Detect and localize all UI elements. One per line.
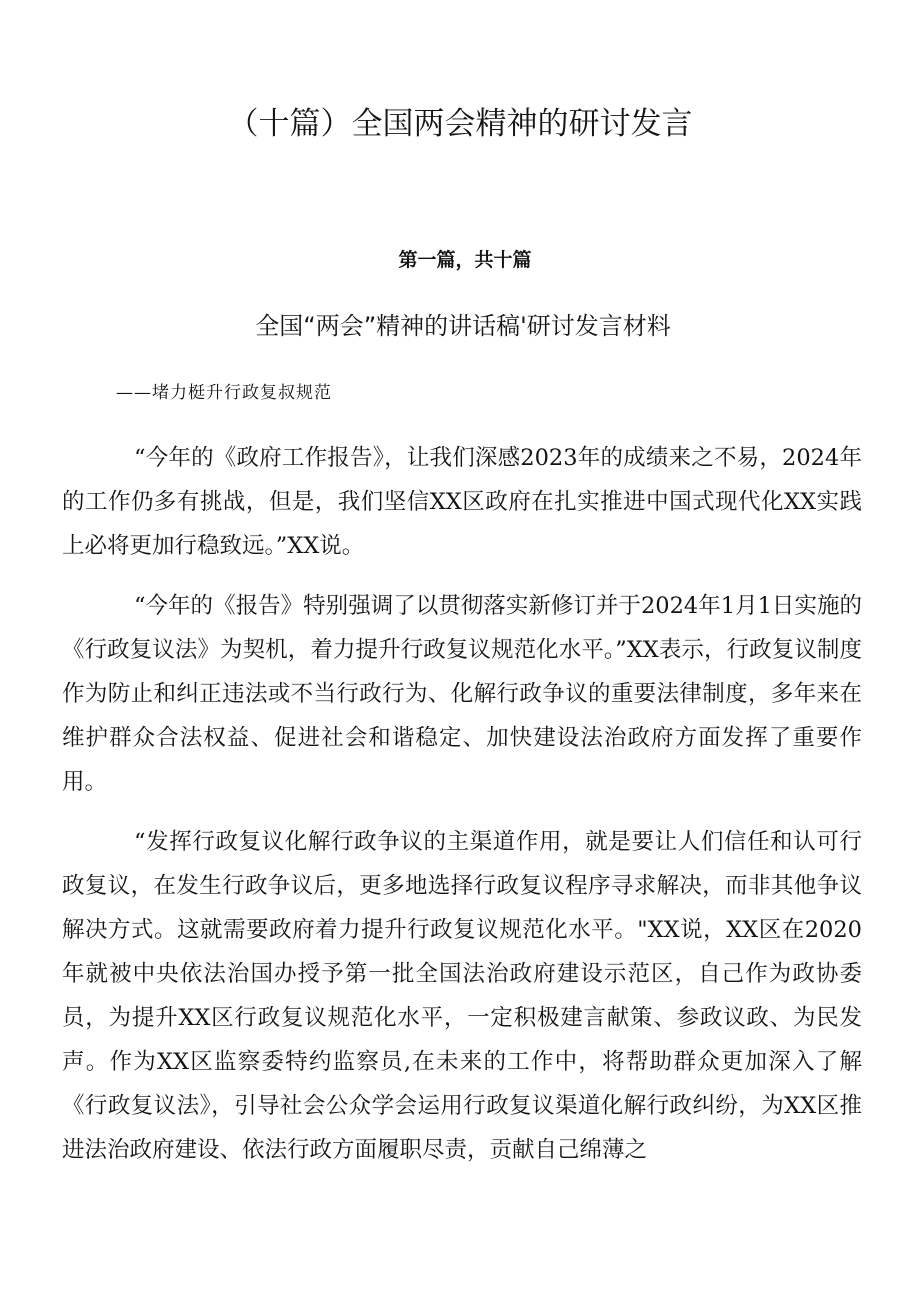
document-title: （十篇）全国两会精神的研讨发言 [227, 106, 693, 142]
article-subtitle: ——堵力梃升行政复叔规范 [116, 383, 332, 403]
body-paragraph-2: “今年的《报告》特别强调了以贯彻落实新修订并于2024年1月1日实施的《行政复议法》为契机，着力提升行政复议规范化水平。”XX表示，行政复议制度作为防止和纠正违法或不当行政行为、化解行政争议的重要法律制度，多年来在维护群众合法权益、促进社会和谐稳定、加快建设法治政府方面发挥了重要作用。 [62, 593, 862, 795]
article-title: 全国“两会”精神的讲话稿'研讨发言材料 [255, 312, 671, 340]
section-label: 第一篇，共十篇 [398, 249, 532, 271]
body-paragraph-3: “发挥行政复议化解行政争议的主渠道作用，就是要让人们信任和认可行政复议，在发生行政争议后，更多地选择行政复议程序寻求解决，而非其他争议解决方式。这就需要政府着力提升行政复议规范化水平。"XX说，XX区在2020年就被中央依法治国办授予第一批全国法治政府建设示范区，自己作为政协委员，为提升XX区行政复议规范化水平，一定积极建言献策、参政议政、为民发声。作为XX区监察委特约监察员,在未来的工作中，将帮助群众更加深入了解《行政复议法》，引导社会公众学会运用行政复议渠道化解行政纠纷，为XX区推进法治政府建设、依法行政方面履职尽责，贡献自己绵薄之 [62, 829, 862, 1163]
body-paragraph-1: “今年的《政府工作报告》，让我们深感2023年的成绩来之不易，2024年的工作仍多有挑战，但是，我们坚信XX区政府在扎实推进中国式现代化XX实践上必将更加行稳致远。”XX说。 [62, 445, 862, 559]
